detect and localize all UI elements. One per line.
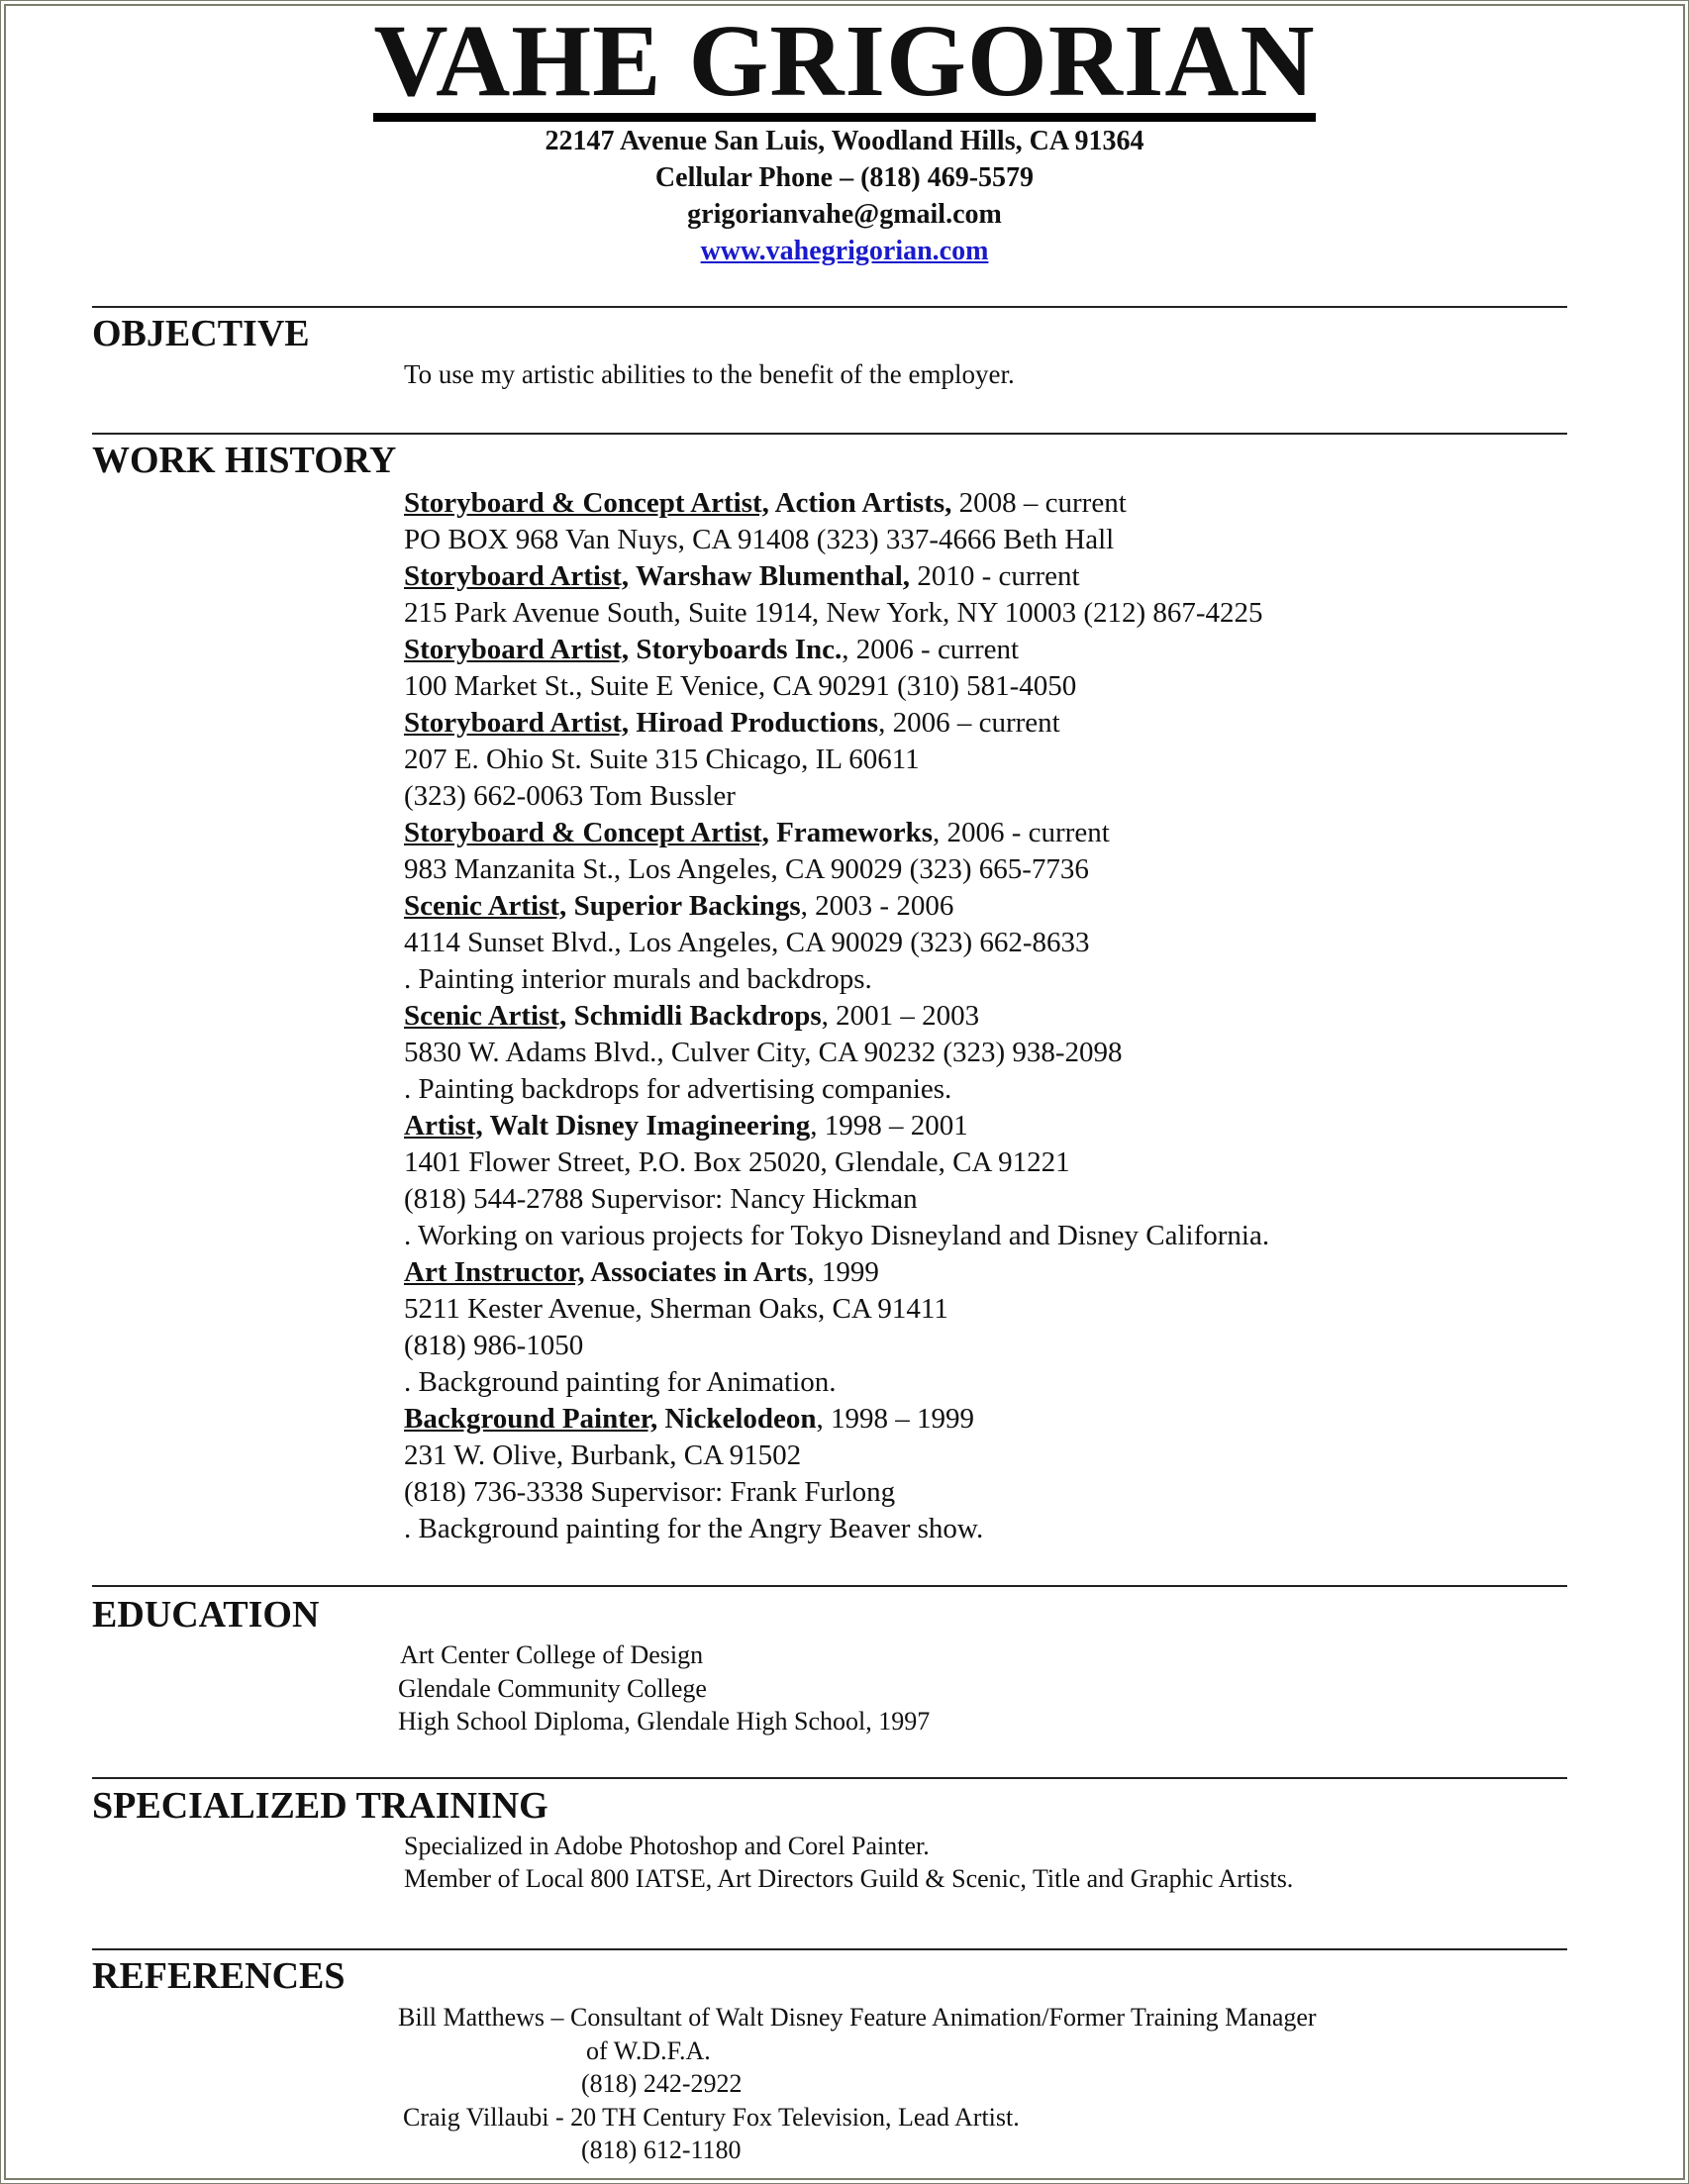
job-role: Background Painter, [404,1403,658,1435]
contact-email: grigorianvahe@gmail.com [687,199,1002,230]
job-role: Art Instructor, [404,1256,585,1288]
section-divider [92,1948,1567,1950]
job-role: Artist, [404,1110,483,1142]
job-dates: , 1998 – 1999 [816,1403,975,1435]
job-title-line [404,1254,879,1290]
references-heading: REFERENCES [92,1955,346,1997]
work-history-heading: WORK HISTORY [92,440,397,481]
job-detail-line: (323) 662-0063 Tom Bussler [404,780,736,812]
section-divider [92,306,1567,308]
job-detail-line: . Background painting for Animation. [404,1366,837,1398]
job-dates: , 2001 – 2003 [821,1000,980,1032]
job-title-line [404,815,1110,850]
job-dates: 2008 – current [951,487,1127,519]
objective-heading: OBJECTIVE [92,313,310,354]
job-dates: , 1998 – 2001 [810,1110,968,1142]
job-role: Storyboard Artist, [404,707,630,739]
job-dates: , 2003 - 2006 [800,890,954,922]
job-company: Nickelodeon [657,1403,817,1435]
job-detail-line: 231 W. Olive, Burbank, CA 91502 [404,1439,802,1471]
name-text: VAHE GRIGORIAN [373,10,1315,122]
job-dates: 2010 - current [910,560,1080,592]
training-heading: SPECIALIZED TRAINING [92,1785,548,1827]
job-detail-line: . Painting interior murals and backdrops. [404,963,872,995]
job-role: Storyboard Artist, [404,560,630,592]
resume-name [0,4,1689,122]
job-detail-line: 983 Manzanita St., Los Angeles, CA 90029 (323) 665-7736 [404,853,1089,885]
job-detail-line: PO BOX 968 Van Nuys, CA 91408 (323) 337-4666 Beth Hall [404,524,1115,555]
job-title-line [404,888,953,924]
job-dates: , 2006 - current [842,634,1020,665]
job-title-line [404,998,979,1034]
training-item: Member of Local 800 IATSE, Art Directors Guild & Scenic, Title and Graphic Artists. [404,1864,1294,1893]
job-detail-line: 215 Park Avenue South, Suite 1914, New York, NY 10003 (212) 867-4225 [404,597,1263,629]
job-role: Scenic Artist, [404,890,567,922]
job-company: Storyboards Inc. [629,634,843,665]
job-company: Frameworks [768,817,934,848]
education-item: Art Center College of Design [400,1640,704,1669]
job-detail-line: 207 E. Ohio St. Suite 315 Chicago, IL 60611 [404,744,920,775]
education-item: Glendale Community College [398,1674,707,1703]
job-company: Associates in Arts [584,1256,808,1288]
education-heading: EDUCATION [92,1594,320,1636]
job-title-line [404,485,1127,521]
job-detail-line: 5211 Kester Avenue, Sherman Oaks, CA 91411 [404,1293,948,1325]
job-detail-line: 1401 Flower Street, P.O. Box 25020, Glendale, CA 91221 [404,1146,1070,1178]
reference-line: Bill Matthews – Consultant of Walt Disney Feature Animation/Former Training Manager [398,2003,1317,2032]
job-detail-line: 100 Market St., Suite E Venice, CA 90291 (310) 581-4050 [404,670,1077,702]
job-title-line [404,632,1019,667]
reference-line: (818) 612-1180 [581,2135,742,2164]
training-item: Specialized in Adobe Photoshop and Corel Painter. [404,1832,930,1860]
education-item: High School Diploma, Glendale High School, 1997 [398,1707,931,1736]
job-company: Hiroad Productions [629,707,879,739]
job-company: Action Artists, [768,487,952,519]
job-detail-line: 4114 Sunset Blvd., Los Angeles, CA 90029 (323) 662-8633 [404,927,1090,958]
job-dates: , 2006 – current [878,707,1060,739]
section-divider [92,1777,1567,1779]
contact-phone: Cellular Phone – (818) 469-5579 [654,162,1035,193]
job-title-line [404,558,1080,594]
job-detail-line: (818) 986-1050 [404,1330,584,1361]
job-title-line [404,1401,974,1437]
job-title-line [404,1108,968,1143]
job-detail-line: . Painting backdrops for advertising companies. [404,1073,952,1105]
job-company: Superior Backings [566,890,801,922]
job-role: Storyboard & Concept Artist, [404,817,769,848]
website-link[interactable]: www.vahegrigorian.com [700,236,989,266]
job-title-line [404,705,1060,741]
job-role: Scenic Artist, [404,1000,567,1032]
job-company: Walt Disney Imagineering [482,1110,811,1142]
reference-line: of W.D.F.A. [586,2036,711,2065]
job-dates: , 2006 - current [933,817,1110,848]
job-detail-line: 5830 W. Adams Blvd., Culver City, CA 90232 (323) 938-2098 [404,1037,1123,1068]
job-detail-line: . Background painting for the Angry Beaver show. [404,1513,984,1544]
section-divider [92,433,1567,435]
section-divider [92,1585,1567,1587]
job-role: Storyboard Artist, [404,634,630,665]
contact-website [0,235,1689,268]
job-role: Storyboard & Concept Artist, [404,487,769,519]
reference-line: (818) 242-2922 [581,2069,743,2098]
reference-line: Craig Villaubi - 20 TH Century Fox Television, Lead Artist. [403,2103,1020,2132]
job-detail-line: . Working on various projects for Tokyo Disneyland and Disney California. [404,1220,1270,1251]
job-company: Warshaw Blumenthal, [629,560,911,592]
job-company: Schmidli Backdrops [566,1000,822,1032]
job-detail-line: (818) 736-3338 Supervisor: Frank Furlong [404,1476,896,1508]
job-detail-line: (818) 544-2788 Supervisor: Nancy Hickman [404,1183,918,1215]
job-dates: , 1999 [807,1256,879,1288]
objective-text: To use my artistic abilities to the benefit of the employer. [404,359,1015,389]
contact-address: 22147 Avenue San Luis, Woodland Hills, CA 91364 [545,126,1144,156]
